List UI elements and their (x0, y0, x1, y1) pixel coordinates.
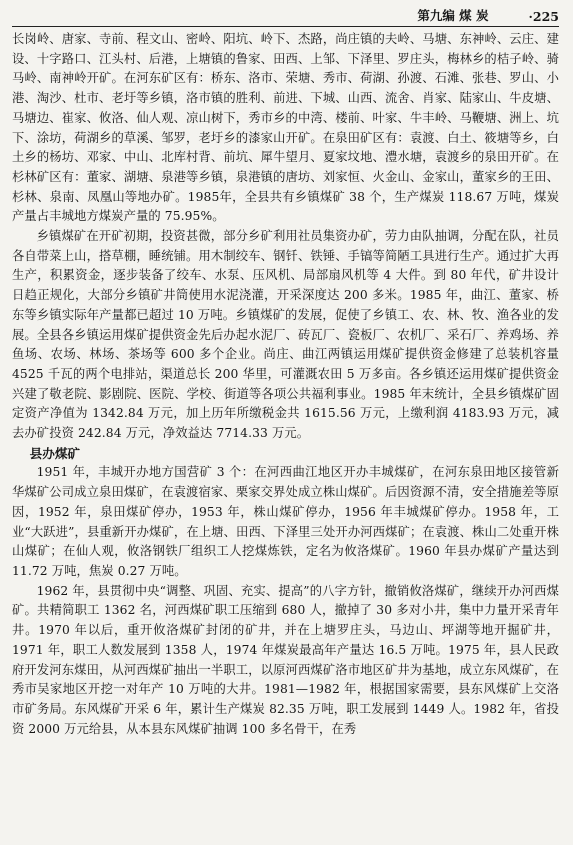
running-header (12, 6, 559, 24)
chapter-title: 第九编 煤 炭 (417, 8, 489, 23)
section-heading: 县办煤矿 (29, 445, 80, 461)
paragraph-1: 长岗岭、唐家、寺前、程文山、密岭、阳坑、岭下、杰路，尚庄镇的夫岭、马塘、东神岭、云庄、建设、十字路口、江头村、后港，上塘镇的鲁家、田西、上邹、下泽里、罗庄头，梅林乡的桔子岭、骑马岭、南神岭开矿。在河东矿区有：桥东、洛市、荣塘、秀市、荷湖、孙渡、石滩、张巷、罗山、小港、淘沙、杜市、老圩等乡镇，洛市镇的胜利、前进、下城、山西、流舍、肖家、陆家山、牛皮塘、马塘边、崔家、攸洛、仙人观、凉山树下，秀市乡的中湾、楼前、叶家、牛丰岭、马鞭塘、洲上、坑下、涂坊，荷湖乡的草溪、邹罗，老圩乡的漆家山开矿。在泉田矿区有：袁渡、白土、筱塘等乡，白土乡的杨坊、邓家、中山、北库村背、前坑、犀牛望月、夏家坟地、澧水塘，袁渡乡的泉田开矿。在杉林矿区有：董家、湖塘、泉港等乡镇，泉港镇的唐坊、刘家恒、火金山、金家山，董家乡的王田、杉林、泉南、凤凰山等地办矿。1985年，全县共有乡镇煤矿 38 个，生产煤炭 118.67 万吨，煤炭产量占丰城地方煤炭产量的 75.95%。 (12, 32, 559, 224)
page-number: ·225 (528, 9, 559, 24)
section-paragraph-2: 1962 年，县贯彻中央“调整、巩固、充实、提高”的八字方针，撤销攸洛煤矿，继续开办河西煤矿。共精简职工 1362 名，河西煤矿职工压缩到 680 人，撤掉了 30 多对小井，集中力量开采青年井。1970 年以后，重开攸洛煤矿封闭的矿井，并在上塘罗庄头，马边山、坪湖等地开掘矿井，1971 年，职工人数发展到 1358 人，1974 年煤炭最高年产量达 16.5 万吨。1975 年，县人民政府开发河东煤田，从河西煤矿抽出一半职工，以原河西煤矿洛市地区矿井为基地，成立东风煤矿，在秀市吴家地区开挖一对年产 10 万吨的大井。1981—1982 年，根据国家需要，县东风煤矿上交洛市矿务局。东风煤矿开采 6 年，累计生产煤炭 82.35 万吨，职工发展到 1449 人。1982 年，省投资 2000 万元给县，从本县东风煤矿抽调 100 多名骨干，在秀 (12, 583, 559, 736)
header-rule (12, 26, 559, 27)
section-paragraph-1: 1951 年，丰城开办地方国营矿 3 个：在河西曲江地区开办丰城煤矿，在河东泉田地区接管新华煤矿公司成立泉田煤矿，在袁渡宿家、栗家交界处成立株山煤矿。后因资源不清，安全措施差等原因，1952 年，泉田煤矿停办，1953 年，株山煤矿停办，1956 年丰城煤矿停办。1958 年，工业“大跃进”，县重新开办煤矿，在上塘、田西、下泽里三处开办河西煤矿；在袁渡、株山二处重开株山煤矿；在仙人观，攸洛钢铁厂组织工人挖煤炼铁，定名为攸洛煤矿。1960 年县办煤矿产量达到 11.72 万吨，焦炭 0.27 万吨。 (12, 465, 559, 578)
paragraph-2: 乡镇煤矿在开矿初期，投资甚微，部分乡矿利用社员集资办矿，劳力由队抽调，分配在队，社员各自带菜上山，搭草棚，睡统铺。用木制绞车、钢钎、铁锤、手镐等简陋工具进行生产。通过扩大再生产，积累资金，逐步装备了绞车、水泵、压风机、局部扇风机等 4 大件。到 80 年代，矿井设计日趋正规化，大部分乡镇矿井筒使用水泥浇灌，开采深度达 200 多米。1985 年，曲江、董家、桥东等乡镇实际年产量都已超过 10 万吨。乡镇煤矿的发展，促使了乡镇工、农、林、牧、渔各业的发展。全县各乡镇运用煤矿提供资金先后办起水泥厂、砖瓦厂、瓷板厂、农机厂、采石厂、养鸡场、养鱼场、农场、林场、茶场等 600 多个企业。尚庄、曲江两镇运用煤矿提供资金修建了总装机容量 4525 千瓦的两个电排站，渠道总长 200 华里，可灌溉农田 5 万多亩。各乡镇还运用煤矿提供资金兴建了敬老院、影剧院、医院、学校、街道等各项公共福利事业。1985 年末统计，全县乡镇煤矿固定资产净值为 1342.84 万元，加上历年所缴税金共 1615.56 万元，上缴利润 4183.93 万元，减去办矿投资 242.84 万元，净效益达 7714.33 万元。 (12, 229, 559, 441)
